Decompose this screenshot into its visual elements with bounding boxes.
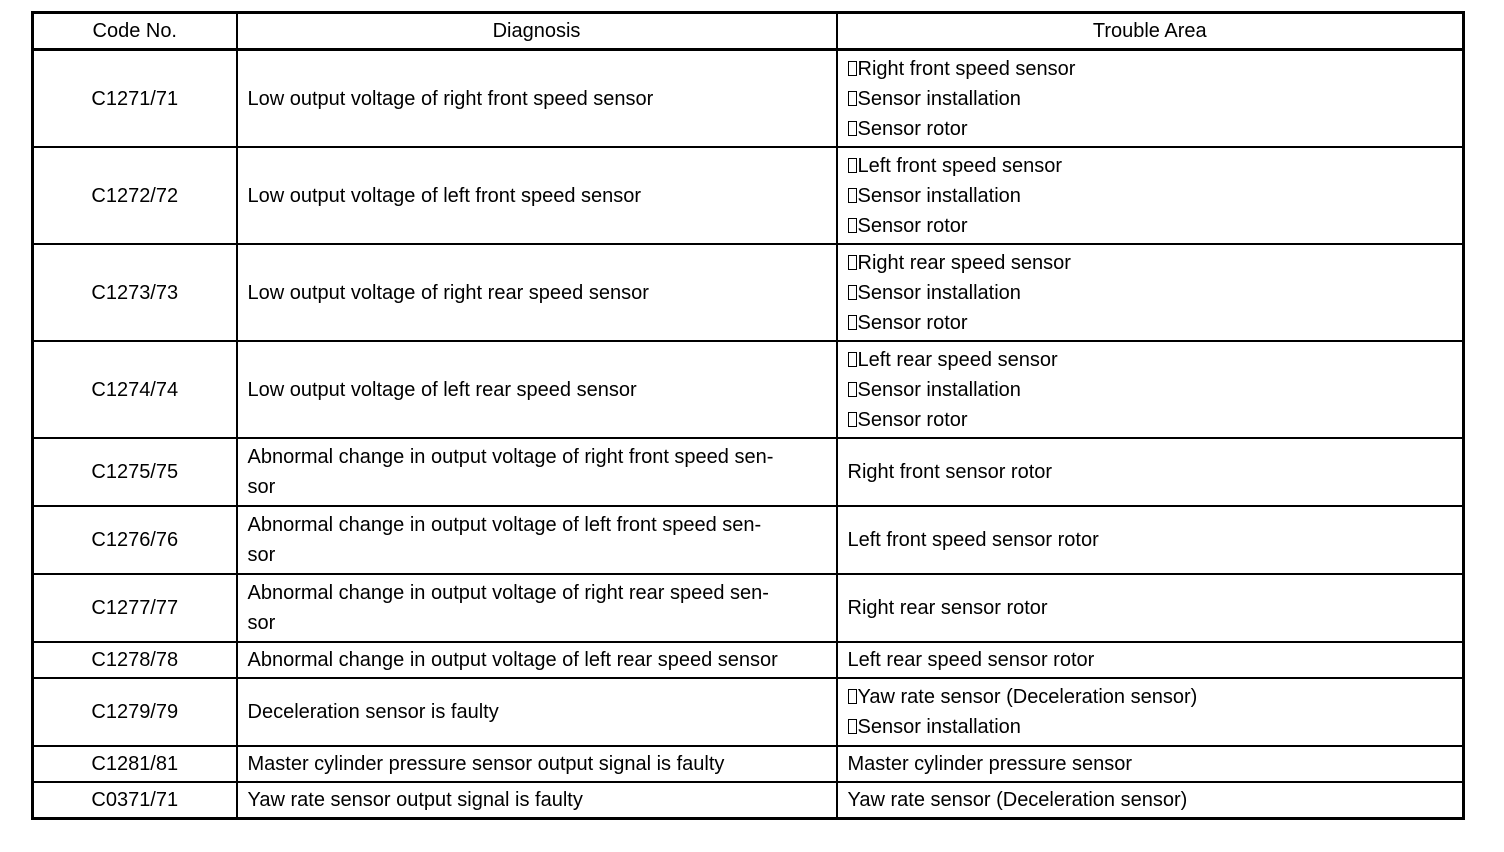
checkbox-box-icon — [848, 382, 857, 397]
trouble-area-cell — [837, 244, 1464, 341]
trouble-area-item: Sensor rotor — [848, 211, 1453, 241]
code-cell: C1271/71 — [33, 50, 237, 148]
diagnosis-cell: Low output voltage of right rear speed sensor — [237, 244, 837, 341]
trouble-area-cell — [837, 341, 1464, 438]
diagnosis-cell: Master cylinder pressure sensor output signal is faulty — [237, 746, 837, 782]
checkbox-box-icon — [848, 255, 857, 270]
checkbox-box-icon — [848, 158, 857, 173]
diagnosis-cell — [237, 438, 837, 506]
trouble-area-item: Sensor installation — [848, 278, 1453, 308]
trouble-area-item: Right front speed sensor — [848, 54, 1453, 84]
trouble-area-item: Sensor installation — [848, 181, 1453, 211]
code-cell: C1273/73 — [33, 244, 237, 341]
table-row — [33, 147, 1464, 244]
checkbox-box-icon — [848, 412, 857, 427]
trouble-area-item: Right rear speed sensor — [848, 248, 1453, 278]
trouble-area-item: Sensor rotor — [848, 308, 1453, 338]
diagnosis-cell: Abnormal change in output voltage of left rear speed sensor — [237, 642, 837, 678]
checkbox-box-icon — [848, 91, 857, 106]
diagnosis-line: Abnormal change in output voltage of right rear speed sen- — [247, 582, 769, 604]
trouble-area-item: Sensor rotor — [848, 405, 1453, 435]
diagnosis-cell: Low output voltage of left rear speed sensor — [237, 341, 837, 438]
trouble-area-item: Sensor rotor — [848, 114, 1453, 144]
diagnosis-cell: Yaw rate sensor output signal is faulty — [237, 782, 837, 819]
table-row — [33, 746, 1464, 782]
trouble-area-cell — [837, 678, 1464, 746]
trouble-area-cell: Right rear sensor rotor — [837, 574, 1464, 642]
code-cell: C1277/77 — [33, 574, 237, 642]
trouble-area-item: Sensor installation — [848, 84, 1453, 114]
table-row — [33, 50, 1464, 148]
table-row — [33, 506, 1464, 574]
dtc-table — [31, 11, 1465, 820]
table-row — [33, 678, 1464, 746]
diagnosis-cell — [237, 506, 837, 574]
code-cell: C1276/76 — [33, 506, 237, 574]
diagnosis-line: sor — [247, 544, 276, 566]
checkbox-box-icon — [848, 719, 857, 734]
checkbox-box-icon — [848, 121, 857, 136]
trouble-area-cell — [837, 50, 1464, 148]
code-cell: C1274/74 — [33, 341, 237, 438]
trouble-area-cell: Left front speed sensor rotor — [837, 506, 1464, 574]
diagnosis-line: Abnormal change in output voltage of right front speed sen- — [247, 446, 774, 468]
code-cell: C1281/81 — [33, 746, 237, 782]
checkbox-box-icon — [848, 689, 857, 704]
table-row — [33, 438, 1464, 506]
checkbox-box-icon — [848, 188, 857, 203]
diagnosis-line: sor — [247, 476, 276, 498]
code-cell: C1279/79 — [33, 678, 237, 746]
code-cell: C1278/78 — [33, 642, 237, 678]
trouble-area-cell — [837, 147, 1464, 244]
diagnosis-cell — [237, 574, 837, 642]
header-trouble-area: Trouble Area — [837, 13, 1464, 50]
checkbox-box-icon — [848, 352, 857, 367]
table-row — [33, 574, 1464, 642]
header-code: Code No. — [33, 13, 237, 50]
table-row — [33, 642, 1464, 678]
checkbox-box-icon — [848, 315, 857, 330]
code-cell: C0371/71 — [33, 782, 237, 819]
table-row — [33, 782, 1464, 819]
diagnosis-cell: Low output voltage of left front speed sensor — [237, 147, 837, 244]
header-row — [33, 13, 1464, 50]
trouble-area-item: Left rear speed sensor — [848, 345, 1453, 375]
trouble-area-cell: Right front sensor rotor — [837, 438, 1464, 506]
checkbox-box-icon — [848, 61, 857, 76]
trouble-area-cell: Master cylinder pressure sensor — [837, 746, 1464, 782]
trouble-area-item: Yaw rate sensor (Deceleration sensor) — [848, 682, 1453, 712]
trouble-area-cell: Yaw rate sensor (Deceleration sensor) — [837, 782, 1464, 819]
code-cell: C1272/72 — [33, 147, 237, 244]
table-row — [33, 244, 1464, 341]
diagnosis-cell: Low output voltage of right front speed sensor — [237, 50, 837, 148]
trouble-area-item: Left front speed sensor — [848, 151, 1453, 181]
trouble-area-item: Sensor installation — [848, 375, 1453, 405]
trouble-area-cell: Left rear speed sensor rotor — [837, 642, 1464, 678]
code-cell: C1275/75 — [33, 438, 237, 506]
table-row — [33, 341, 1464, 438]
diagnosis-line: Abnormal change in output voltage of left front speed sen- — [247, 514, 762, 536]
header-diagnosis: Diagnosis — [237, 13, 837, 50]
checkbox-box-icon — [848, 285, 857, 300]
diagnosis-line: sor — [247, 612, 276, 634]
trouble-area-item: Sensor installation — [848, 712, 1453, 742]
checkbox-box-icon — [848, 218, 857, 233]
diagnosis-cell: Deceleration sensor is faulty — [237, 678, 837, 746]
